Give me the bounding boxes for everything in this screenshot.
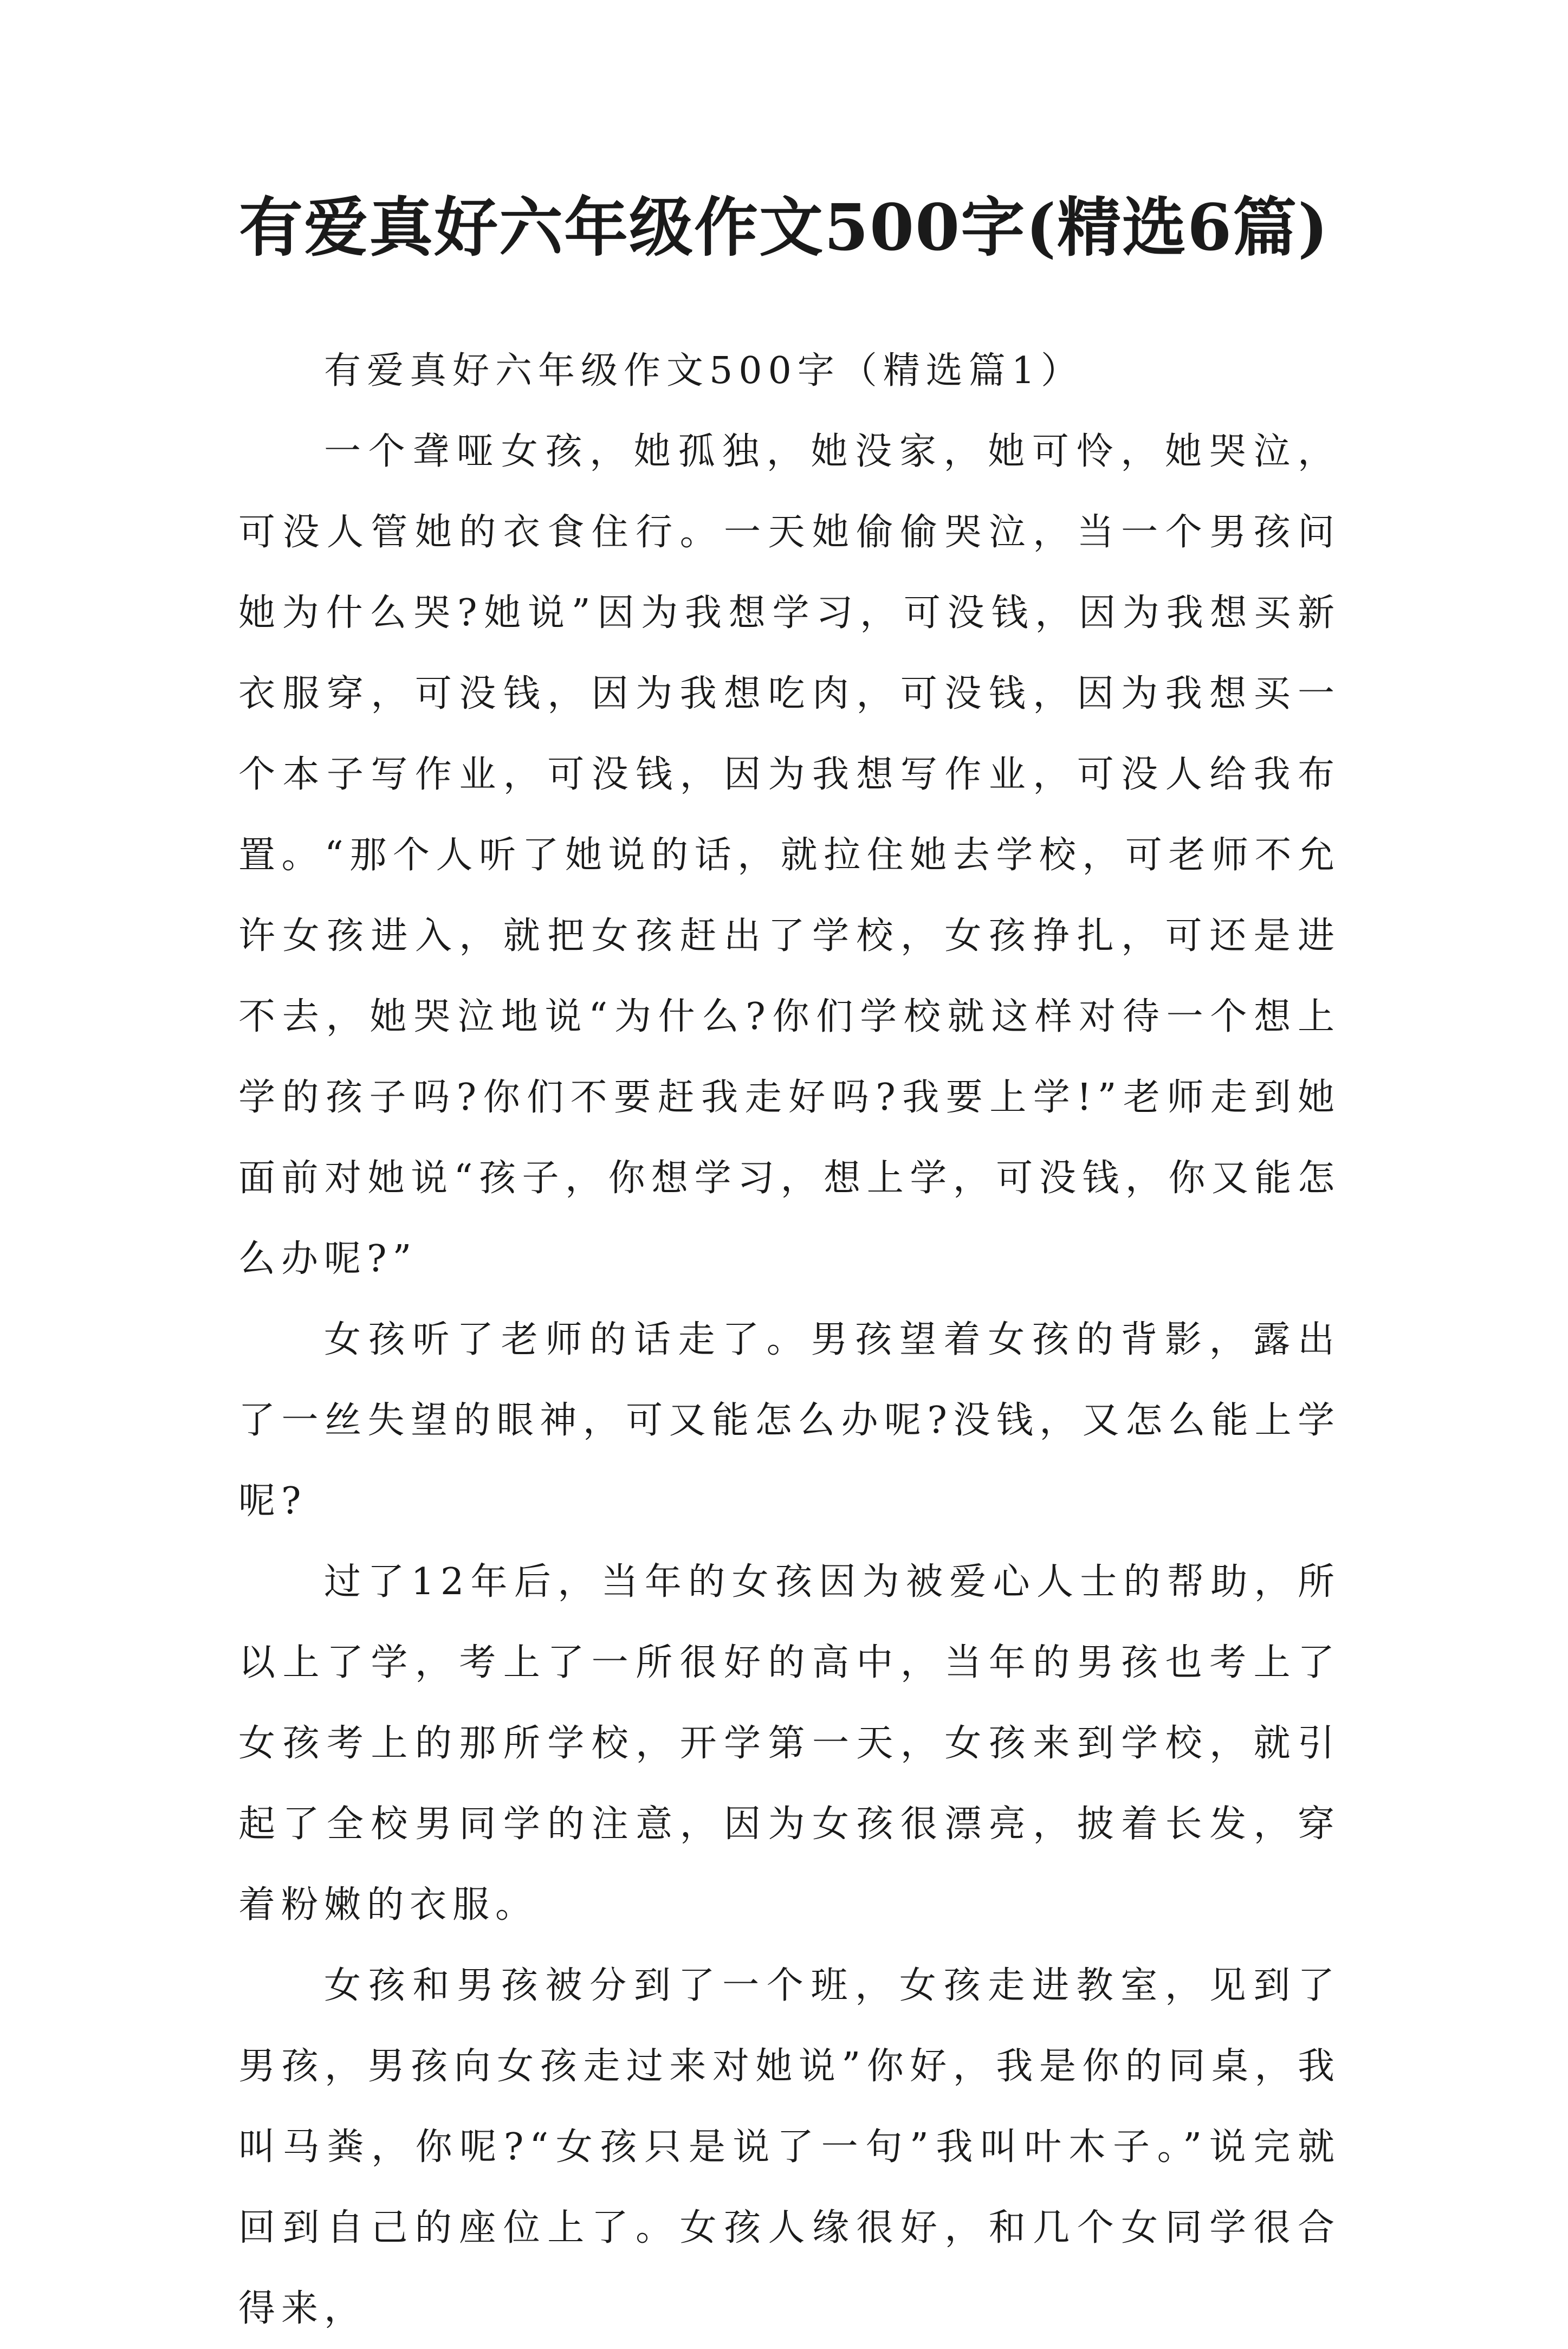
paragraph: 一个聋哑女孩，她孤独，她没家，她可怜，她哭泣，可没人管她的衣食住行。一天她偷偷哭泣，当一个男孩问她为什么哭?她说”因为我想学习，可没钱，因为我想买新衣服穿，可没钱，因为我想吃肉，可没钱，因为我想买一个本子写作业，可没钱，因为我想写作业，可没人给我布置。“那个人听了她说的话，就拉住她去学校，可老师不允许女孩进入，就把女孩赶出了学校，女孩挣扎，可还是进不去，她哭泣地说“为什么?你们学校就这样对待一个想上学的孩子吗?你们不要赶我走好吗?我要上学!”老师走到她面前对她说“孩子，你想学习，想上学，可没钱，你又能怎么办呢?” — [238, 430, 1340, 1280]
document-body — [238, 331, 1340, 2349]
document-title: 有爱真好六年级作文500字(精选6篇) — [238, 190, 1330, 265]
paragraph: 女孩听了老师的话走了。男孩望着女孩的背影，露出了一丝失望的眼神，可又能怎么办呢?没钱，又怎么能上学呢? — [238, 1318, 1340, 1523]
section-heading: 有爱真好六年级作文500字（精选篇1） — [324, 350, 1084, 392]
paragraph: 女孩和男孩被分到了一个班，女孩走进教室，见到了男孩，男孩向女孩走过来对她说”你好，我是你的同桌，我叫马粪，你呢?“女孩只是说了一句”我叫叶木子。”说完就回到自己的座位上了。女孩人缘很好，和几个女同学很合得来， — [238, 1964, 1340, 2330]
paragraph: 过了12年后，当年的女孩因为被爱心人士的帮助，所以上了学，考上了一所很好的高中，当年的男孩也考上了女孩考上的那所学校，开学第一天，女孩来到学校，就引起了全校男同学的注意，因为女孩很漂亮，披着长发，穿着粉嫩的衣服。 — [238, 1561, 1340, 1926]
